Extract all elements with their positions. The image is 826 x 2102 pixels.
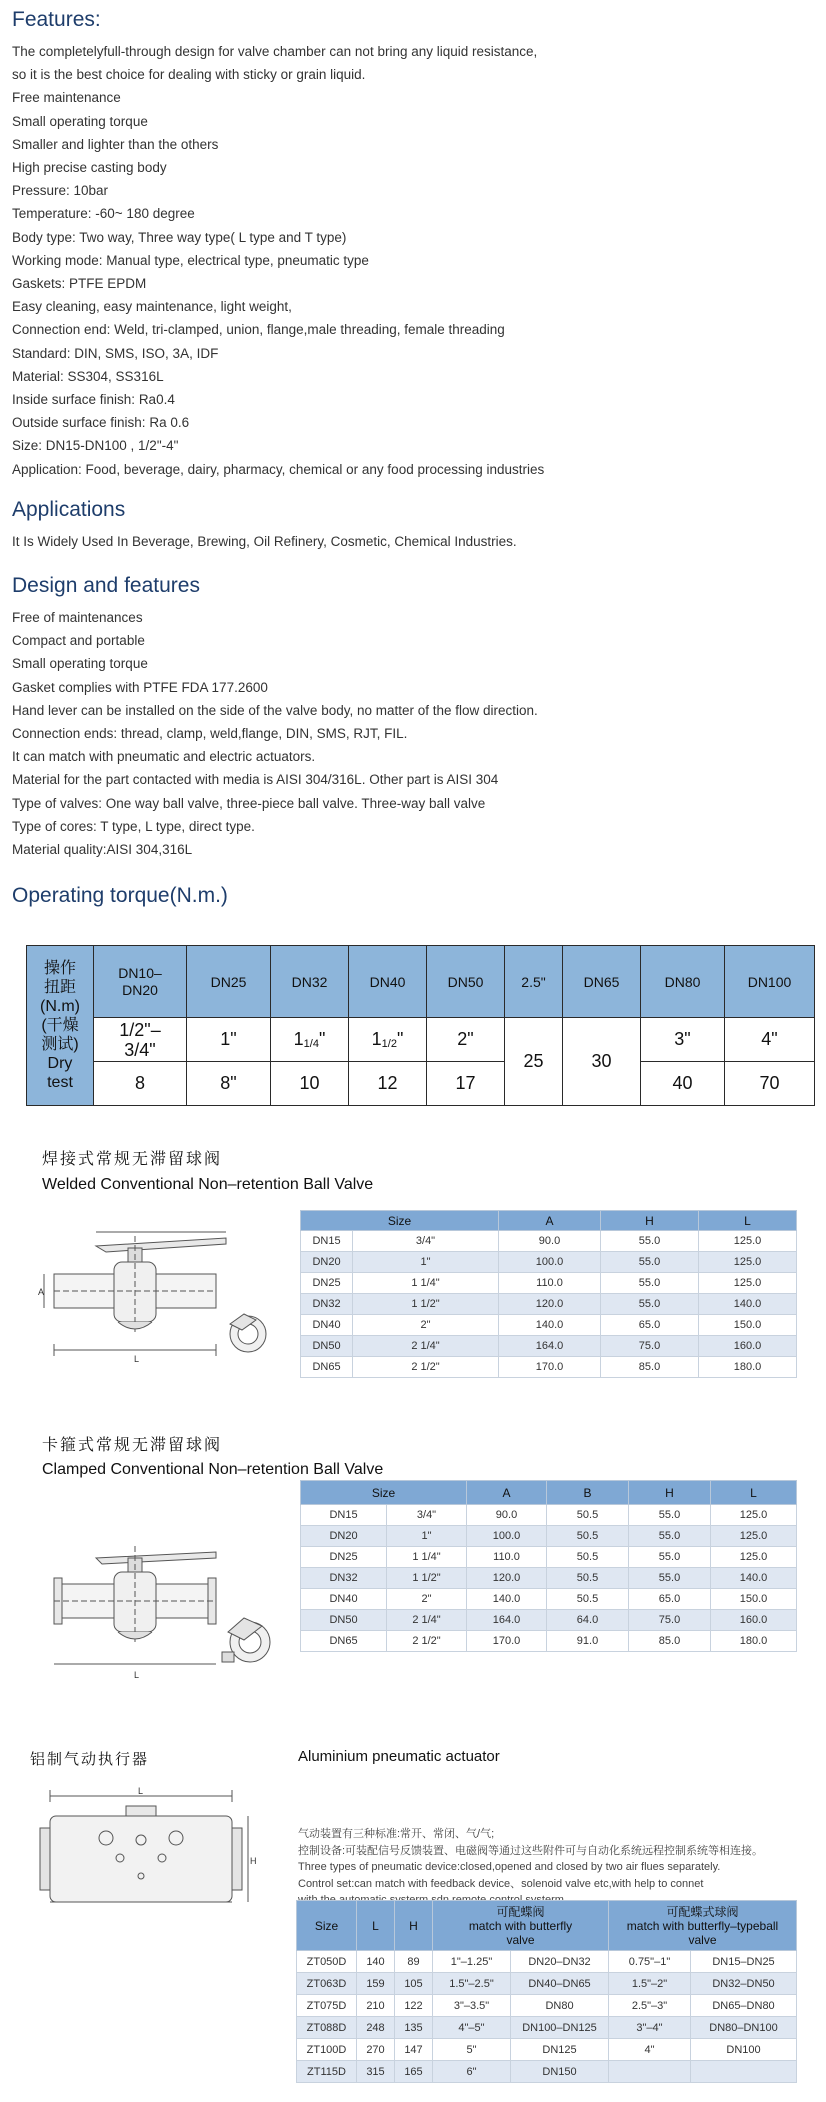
torque-cell: 10 [271, 1062, 349, 1106]
table-cell: 160.0 [699, 1336, 797, 1357]
text-line: Material for the part contacted with media is AISI 304/316L. Other part is AISI 304 [12, 772, 499, 788]
table-cell: 50.5 [547, 1526, 629, 1547]
torque-row-head: 操作 扭距 (N.m) (干燥 测试) Dry test [27, 946, 94, 1106]
table-cell: 3/4" [387, 1505, 467, 1526]
design-section [12, 572, 812, 861]
table-cell: 5" [433, 2039, 511, 2061]
table-cell: 1 1/2" [387, 1568, 467, 1589]
text-line: Type of cores: T type, L type, direct type. [12, 818, 255, 834]
table-cell: 164.0 [467, 1610, 547, 1631]
table-cell: 140.0 [699, 1294, 797, 1315]
table-cell: 89 [395, 1951, 433, 1973]
table-cell: 50.5 [547, 1547, 629, 1568]
actuator-dim-label-l: L [138, 1786, 144, 1796]
table-cell: 75.0 [601, 1336, 699, 1357]
welded-valve-drawing [36, 1212, 286, 1372]
text-line: Temperature: -60~ 180 degree [12, 206, 195, 222]
table-cell: 270 [357, 2039, 395, 2061]
actuator-table-row [297, 2017, 797, 2039]
table-cell: 85.0 [629, 1631, 711, 1652]
text-line: Type of valves: One way ball valve, three-piece ball valve. Three-way ball valve [12, 795, 486, 811]
text-line: Connection end: Weld, tri-clamped, union, flange,male threading, female threading [12, 322, 505, 338]
welded-table-row [301, 1315, 797, 1336]
text-line: Material: SS304, SS316L [12, 368, 164, 384]
table-cell: 55.0 [601, 1231, 699, 1252]
table-cell: ZT063D [297, 1973, 357, 1995]
table-cell: 180.0 [699, 1357, 797, 1378]
table-cell: DN65–DN80 [691, 1995, 797, 2017]
table-cell: 140.0 [499, 1315, 601, 1336]
torque-header-cell: DN65 [563, 946, 641, 1018]
welded-table-row [301, 1357, 797, 1378]
table-cell: 164.0 [499, 1336, 601, 1357]
welded-dim-label-l: L [134, 1354, 140, 1364]
table-cell: 110.0 [499, 1273, 601, 1294]
table-cell: 165 [395, 2061, 433, 2083]
actuator-note: 气动装置有三种标准:常开、常闭、气/气; 控制设备:可装配信号反馈装置、电磁阀等通过这些附件可与自动化系统远程控制系统等相连接。 Three types of pneumatic device:closed,opened and closed by two air flues separately. Control set:can match with feedback device、solenoid valve etc,with help to connet [298, 1828, 764, 1890]
torque-header-cell: 2.5" [505, 946, 563, 1018]
table-cell: 90.0 [467, 1505, 547, 1526]
clamped-header-cell: A [467, 1481, 547, 1505]
table-cell: DN40 [301, 1589, 387, 1610]
text-line: It Is Widely Used In Beverage, Brewing, Oil Refinery, Cosmetic, Chemical Industries. [12, 534, 517, 549]
actuator-title-en: Aluminium pneumatic actuator [298, 1748, 500, 1765]
applications-heading: Applications [12, 498, 126, 521]
text-line: It can match with pneumatic and electric actuators. [12, 749, 316, 765]
welded-header-cell: A [499, 1211, 601, 1231]
table-cell: 122 [395, 1995, 433, 2017]
table-cell: 50.5 [547, 1568, 629, 1589]
table-cell: 180.0 [711, 1631, 797, 1652]
table-cell: 55.0 [629, 1568, 711, 1589]
features-heading: Features: [12, 8, 101, 31]
table-cell: 135 [395, 2017, 433, 2039]
text-line: Gasket complies with PTFE FDA 177.2600 [12, 679, 268, 695]
table-cell: 64.0 [547, 1610, 629, 1631]
table-cell [609, 2061, 691, 2083]
welded-dim-label-a: A [38, 1287, 45, 1297]
actuator-header-cell: 可配蝶式球阀 match with butterfly–typeball valve [609, 1901, 797, 1951]
clamped-header-cell: L [711, 1481, 797, 1505]
table-cell: 150.0 [699, 1315, 797, 1336]
table-cell: 1 1/4" [387, 1547, 467, 1568]
clamped-table-row [301, 1547, 797, 1568]
torque-cell: 2" [427, 1018, 505, 1062]
text-line: so it is the best choice for dealing with sticky or grain liquid. [12, 67, 366, 83]
table-cell: DN100 [691, 2039, 797, 2061]
table-cell: DN25 [301, 1273, 353, 1294]
table-cell: 1" [353, 1252, 499, 1273]
torque-header-cell: DN32 [271, 946, 349, 1018]
actuator-table-row [297, 1951, 797, 1973]
clamped-header-cell: Size [301, 1481, 467, 1505]
torque-cell: 8" [187, 1062, 271, 1106]
table-cell: DN32–DN50 [691, 1973, 797, 1995]
features-section [12, 6, 812, 481]
table-cell: DN100–DN125 [511, 2017, 609, 2039]
table-cell: 1 1/4" [353, 1273, 499, 1294]
table-cell: 140.0 [467, 1589, 547, 1610]
table-cell: DN80–DN100 [691, 2017, 797, 2039]
welded-table [300, 1210, 797, 1378]
clamped-table-row [301, 1589, 797, 1610]
features-list [12, 40, 812, 481]
table-cell: DN50 [301, 1336, 353, 1357]
clamped-table-row [301, 1631, 797, 1652]
table-cell: 170.0 [467, 1631, 547, 1652]
clamped-table-row [301, 1568, 797, 1589]
welded-title-en: Welded Conventional Non–retention Ball Valve [42, 1176, 374, 1193]
table-cell: 65.0 [601, 1315, 699, 1336]
text-line: Body type: Two way, Three way type( L type and T type) [12, 229, 347, 245]
table-cell: 125.0 [699, 1252, 797, 1273]
table-cell: 2.5"–3" [609, 1995, 691, 2017]
table-cell: 3/4" [353, 1231, 499, 1252]
table-cell: 120.0 [467, 1568, 547, 1589]
table-cell: DN25 [301, 1547, 387, 1568]
torque-heading: Operating torque(N.m.) [12, 884, 228, 907]
text-line: Standard: DIN, SMS, ISO, 3A, IDF [12, 345, 219, 361]
table-cell: DN32 [301, 1568, 387, 1589]
table-cell: 1" [387, 1526, 467, 1547]
torque-header-cell: DN25 [187, 946, 271, 1018]
actuator-table [296, 1900, 797, 2083]
table-cell: DN20 [301, 1526, 387, 1547]
table-cell: 6" [433, 2061, 511, 2083]
design-heading: Design and features [12, 574, 200, 597]
table-cell: 55.0 [601, 1273, 699, 1294]
table-cell: 55.0 [629, 1505, 711, 1526]
text-line: Smaller and lighter than the others [12, 136, 219, 152]
text-line: Hand lever can be installed on the side of the valve body, no matter of the flow direction. [12, 702, 538, 718]
table-cell: 170.0 [499, 1357, 601, 1378]
table-cell: ZT088D [297, 2017, 357, 2039]
torque-header-cell: DN10– DN20 [94, 946, 187, 1018]
welded-header-cell: H [601, 1211, 699, 1231]
table-cell: 2 1/2" [353, 1357, 499, 1378]
table-cell: 2 1/2" [387, 1631, 467, 1652]
table-cell: 4" [609, 2039, 691, 2061]
table-cell: 140 [357, 1951, 395, 1973]
table-cell: 1 1/2" [353, 1294, 499, 1315]
table-cell: 159 [357, 1973, 395, 1995]
clamped-table [300, 1480, 797, 1652]
text-line: Pressure: 10bar [12, 183, 109, 199]
torque-cell: 17 [427, 1062, 505, 1106]
table-cell: DN65 [301, 1631, 387, 1652]
table-cell: DN32 [301, 1294, 353, 1315]
table-cell: DN125 [511, 2039, 609, 2061]
text-line: Compact and portable [12, 633, 145, 649]
torque-cell: $1_{1/2}$" [349, 1018, 427, 1062]
torque-header-cell: DN100 [725, 946, 815, 1018]
table-cell: 150.0 [711, 1589, 797, 1610]
clamped-dim-label-l: L [134, 1670, 140, 1680]
actuator-dim-label-h: H [250, 1856, 256, 1866]
text-line: Free maintenance [12, 90, 121, 106]
table-cell: 0.75"–1" [609, 1951, 691, 1973]
table-cell: 100.0 [467, 1526, 547, 1547]
clamped-table-row [301, 1505, 797, 1526]
table-cell: ZT075D [297, 1995, 357, 2017]
table-cell: 2" [387, 1589, 467, 1610]
torque-cell: 30 [563, 1018, 641, 1106]
welded-header-cell: L [699, 1211, 797, 1231]
table-cell: 315 [357, 2061, 395, 2083]
table-cell: 210 [357, 1995, 395, 2017]
clamped-valve-drawing [36, 1508, 296, 1688]
table-cell: 147 [395, 2039, 433, 2061]
text-line: Free of maintenances [12, 610, 143, 625]
table-cell: DN20 [301, 1252, 353, 1273]
clamped-title-en: Clamped Conventional Non–retention Ball Valve [42, 1461, 384, 1478]
table-cell: 120.0 [499, 1294, 601, 1315]
text-line: Working mode: Manual type, electrical type, pneumatic type [12, 252, 369, 268]
actuator-header-cell: 可配蝶阀 match with butterfly valve [433, 1901, 609, 1951]
table-cell: 4"–5" [433, 2017, 511, 2039]
table-cell: ZT050D [297, 1951, 357, 1973]
torque-cell: 70 [725, 1062, 815, 1106]
text-line: The completelyfull-through design for valve chamber can not bring any liquid resistance, [12, 44, 538, 59]
text-line: Inside surface finish: Ra0.4 [12, 392, 175, 408]
table-cell: 125.0 [711, 1526, 797, 1547]
welded-table-row [301, 1294, 797, 1315]
table-cell: 90.0 [499, 1231, 601, 1252]
welded-table-row [301, 1273, 797, 1294]
torque-cell: 1/2"– 3/4" [94, 1018, 187, 1062]
table-cell: 125.0 [699, 1273, 797, 1294]
actuator-header-cell: H [395, 1901, 433, 1951]
table-cell: 3"–3.5" [433, 1995, 511, 2017]
design-list [12, 606, 812, 861]
clamped-table-row [301, 1526, 797, 1547]
table-cell: 55.0 [601, 1252, 699, 1273]
welded-header-cell: Size [301, 1211, 499, 1231]
table-cell: 100.0 [499, 1252, 601, 1273]
table-cell [691, 2061, 797, 2083]
clamped-header-cell: H [629, 1481, 711, 1505]
table-cell: 110.0 [467, 1547, 547, 1568]
table-cell: 1.5"–2.5" [433, 1973, 511, 1995]
table-cell: 248 [357, 2017, 395, 2039]
table-cell: DN65 [301, 1357, 353, 1378]
welded-title-zh: 焊接式常规无滞留球阀 [42, 1149, 223, 1168]
table-cell: DN15 [301, 1505, 387, 1526]
torque-cell: 25 [505, 1018, 563, 1106]
table-cell: 2" [353, 1315, 499, 1336]
welded-table-row [301, 1252, 797, 1273]
table-cell: 125.0 [699, 1231, 797, 1252]
actuator-table-row [297, 2039, 797, 2061]
table-cell: 1"–1.25" [433, 1951, 511, 1973]
applications-section [12, 496, 812, 553]
torque-cell: 8 [94, 1062, 187, 1106]
torque-header-cell: DN80 [641, 946, 725, 1018]
table-cell: 3"–4" [609, 2017, 691, 2039]
table-cell: 85.0 [601, 1357, 699, 1378]
torque-header-cell: DN50 [427, 946, 505, 1018]
table-cell: DN40–DN65 [511, 1973, 609, 1995]
text-line: Application: Food, beverage, dairy, pharmacy, chemical or any food processing industries [12, 461, 545, 477]
clamped-title-zh: 卡箍式常规无滞留球阀 [42, 1435, 223, 1454]
torque-section [12, 882, 812, 910]
welded-table-row [301, 1231, 797, 1252]
table-cell: 75.0 [629, 1610, 711, 1631]
text-line: Size: DN15-DN100 , 1/2"-4" [12, 438, 179, 454]
table-cell: DN50 [301, 1610, 387, 1631]
table-cell: 55.0 [629, 1547, 711, 1568]
table-cell: DN40 [301, 1315, 353, 1336]
torque-header-cell: DN40 [349, 946, 427, 1018]
text-line: High precise casting body [12, 160, 167, 176]
table-cell: DN20–DN32 [511, 1951, 609, 1973]
actuator-table-row [297, 1995, 797, 2017]
table-cell: 55.0 [629, 1526, 711, 1547]
torque-cell: 4" [725, 1018, 815, 1062]
table-cell: DN150 [511, 2061, 609, 2083]
torque-cell: 3" [641, 1018, 725, 1062]
table-cell: 55.0 [601, 1294, 699, 1315]
table-cell: 2 1/4" [353, 1336, 499, 1357]
table-cell: 160.0 [711, 1610, 797, 1631]
table-cell: 125.0 [711, 1505, 797, 1526]
table-cell: 1.5"–2" [609, 1973, 691, 1995]
clamped-table-row [301, 1610, 797, 1631]
text-line: Outside surface finish: Ra 0.6 [12, 415, 190, 431]
text-line: Material quality:AISI 304,316L [12, 842, 193, 858]
torque-table [26, 945, 815, 1106]
table-cell: 50.5 [547, 1589, 629, 1610]
table-cell: ZT115D [297, 2061, 357, 2083]
actuator-title-zh: 铝制气动执行器 [30, 1750, 150, 1768]
table-cell: 105 [395, 1973, 433, 1995]
welded-table-row [301, 1336, 797, 1357]
actuator-header-cell: Size [297, 1901, 357, 1951]
text-line: Connection ends: thread, clamp, weld,flange, DIN, SMS, RJT, FIL. [12, 726, 408, 742]
torque-cell: 40 [641, 1062, 725, 1106]
actuator-header-cell: L [357, 1901, 395, 1951]
actuator-drawing [36, 1784, 256, 1934]
table-cell: 91.0 [547, 1631, 629, 1652]
table-cell: 2 1/4" [387, 1610, 467, 1631]
torque-cell: 1" [187, 1018, 271, 1062]
torque-cell: $1_{1/4}$" [271, 1018, 349, 1062]
text-line: Small operating torque [12, 656, 148, 672]
actuator-table-row [297, 1973, 797, 1995]
text-line: Easy cleaning, easy maintenance, light weight, [12, 299, 292, 315]
table-cell: 125.0 [711, 1547, 797, 1568]
applications-list [12, 530, 812, 553]
text-line: Small operating torque [12, 113, 148, 129]
table-cell: DN15–DN25 [691, 1951, 797, 1973]
table-cell: DN15 [301, 1231, 353, 1252]
table-cell: 140.0 [711, 1568, 797, 1589]
actuator-table-row [297, 2061, 797, 2083]
table-cell: 50.5 [547, 1505, 629, 1526]
clamped-header-cell: B [547, 1481, 629, 1505]
table-cell: 65.0 [629, 1589, 711, 1610]
text-line: Gaskets: PTFE EPDM [12, 276, 147, 292]
table-cell: DN80 [511, 1995, 609, 2017]
table-cell: ZT100D [297, 2039, 357, 2061]
torque-cell: 12 [349, 1062, 427, 1106]
